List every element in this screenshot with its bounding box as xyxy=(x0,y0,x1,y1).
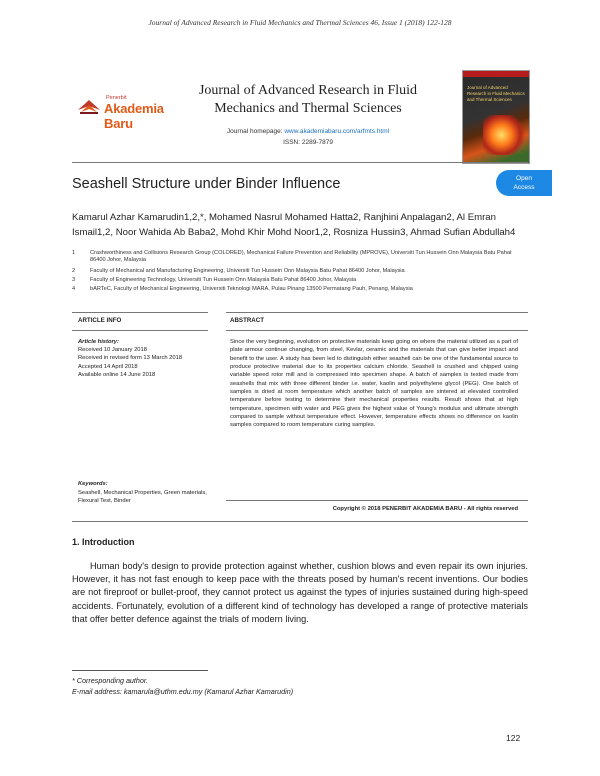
page-number: 122 xyxy=(506,733,521,743)
revised-date: Received in revised form 13 March 2018 xyxy=(78,355,183,362)
abstract-top-rule xyxy=(226,312,528,313)
keywords-block xyxy=(78,480,208,506)
abstract-bottom-rule xyxy=(226,500,528,501)
publisher-name: Akademia Baru xyxy=(104,101,164,131)
authors-line2: Ismail1,2, Noor Wahida Ab Baba2, Mohd Khir Mohd Noor1,2, Rosniza Hussin3, Ahmad Sufian Abdullah4 xyxy=(72,227,516,238)
homepage-link[interactable]: www.akademiabaru.com/arfmts.html xyxy=(284,128,390,135)
affiliation-number: 3 xyxy=(72,277,76,283)
affiliation-text: Faculty of Engineering Technology, Universiti Tun Hussein Onn Malaysia Batu Pahat 86400 Johor, Malaysia xyxy=(90,277,357,283)
author-email: E-mail address: kamarula@uthm.edu.my (Kamarul Azhar Kamarudin) xyxy=(72,687,294,696)
received-date: Received 10 January 2018 xyxy=(78,347,147,354)
affiliation-text: bARTeC, Faculty of Mechanical Engineering, Universiti Teknologi MARA, Pulau Pinang 13500 Permatang Pauh, Penang, Malaysia xyxy=(90,286,413,292)
copyright: Copyright © 2018 PENERBIT AKADEMIA BARU - All rights reserved xyxy=(332,506,518,512)
abstract-sub-rule xyxy=(226,330,528,331)
article-info-sub-rule xyxy=(72,330,208,331)
corresponding-author-note: * Corresponding author. xyxy=(72,676,149,685)
cover-flame-graphic xyxy=(483,115,529,155)
authors-line1: Kamarul Azhar Kamarudin1,2,*, Mohamed Nasrul Mohamed Hatta2, Ranjhini Anpalagan2, Al Emran xyxy=(72,212,496,223)
online-date: Available online 14 June 2018 xyxy=(78,371,156,378)
affiliation-text: Crashworthiness and Collisions Research Group (COLORED), Mechanical Failure Prevention and Reliability (MPROVE), Universiti Tun Hussein Onn Malaysia Batu Pahat 86400 Johor, Malaysia xyxy=(90,250,512,263)
abstract-section-rule xyxy=(72,521,528,522)
abstract-text: Since the very beginning, evolution on protective materials keep going on where the material utilized as a part of plate armour continue changing, from steel, Kevlar, ceramic and the materials that can give better impact and benefit to the user. A study has been led to distinguish either seashell can be one of the fundamental source to produce protective material due to its properties calcium chloride. Seashell is crushed and chipped using variable speed rotor mill and is compressed into specimen shape. A batch of samples is tested made from seashells that mix with three different binder i.e. water, kaolin and polyethylene glycol (PEG). One batch of samples is dried at room temperature which another batch of samples are sintered at elevated controlled temperature before testing to determine their mechanical properties results. Result shows that at high temperature, specimen with water and PEG gives the highest value of Young's modulus and ultimate strength compared to sample without temperature effect. However, temperature effects shows no difference on kaolin samples compared to room temperature curing samples. xyxy=(230,339,518,429)
journal-title xyxy=(190,82,426,118)
introduction-paragraph: Human body's design to provide protection against whether, cushion blows and even repair its own injuries. However, it has not fast enough to keep pace with the threats posed by human's recent inventions. Our bodies are not fireproof or bullet-proof, they cannot protect us against the types of injuries sustained during high-speed accidents. Fortunately, evolution of a different kind of technology has developed a range of protective materials that offer better defence against the trials of modern living. xyxy=(72,561,528,624)
paper-title: Seashell Structure under Binder Influence xyxy=(72,176,341,192)
open-access-badge[interactable] xyxy=(496,170,552,196)
publisher-mark-icon xyxy=(76,98,102,116)
affiliation-text: Faculty of Mechanical and Manufacturing Engineering, Universiti Tun Hussein Onn Malaysia Batu Pahat 86400 Johor, Malaysia xyxy=(90,268,405,274)
publisher-logo xyxy=(72,92,182,131)
open-access-line1: Open xyxy=(516,175,532,182)
abstract-heading: ABSTRACT xyxy=(230,317,265,324)
open-access-line2: Access xyxy=(513,184,535,191)
keywords-label: Keywords: xyxy=(78,481,108,487)
footnote-rule xyxy=(72,670,208,671)
affiliation-number: 2 xyxy=(72,268,76,274)
cover-title: Journal of Advanced Research in Fluid Mechanics and Thermal Sciences xyxy=(467,85,525,102)
article-history xyxy=(78,338,208,379)
journal-title-line1: Journal of Advanced Research in Fluid xyxy=(198,83,418,98)
homepage-label: Journal homepage: xyxy=(226,128,285,135)
cover-band xyxy=(463,71,529,77)
author-list xyxy=(72,210,528,240)
accepted-date: Accepted 14 April 2018 xyxy=(78,363,138,370)
keywords-text: Seashell, Mechanical Properties, Green materials, Flexural Test, Binder xyxy=(78,489,207,504)
history-label: Article history: xyxy=(78,339,119,345)
issn: ISSN: 2289-7879 xyxy=(283,139,333,146)
affiliation-number: 1 xyxy=(72,250,76,256)
article-info-top-rule xyxy=(72,312,208,313)
journal-title-line2: Mechanics and Thermal Sciences xyxy=(214,101,402,116)
running-header: Journal of Advanced Research in Fluid Mechanics and Thermal Sciences 46, Issue 1 (2018) 122-128 xyxy=(148,18,452,27)
publisher-small: Penerbit xyxy=(106,95,127,101)
affiliation-number: 4 xyxy=(72,286,76,292)
journal-cover-image xyxy=(462,70,530,164)
section-heading-introduction: 1. Introduction xyxy=(72,537,135,547)
journal-homepage xyxy=(190,128,426,135)
article-info-heading: ARTICLE INFO xyxy=(78,317,122,324)
header-rule xyxy=(72,162,528,163)
